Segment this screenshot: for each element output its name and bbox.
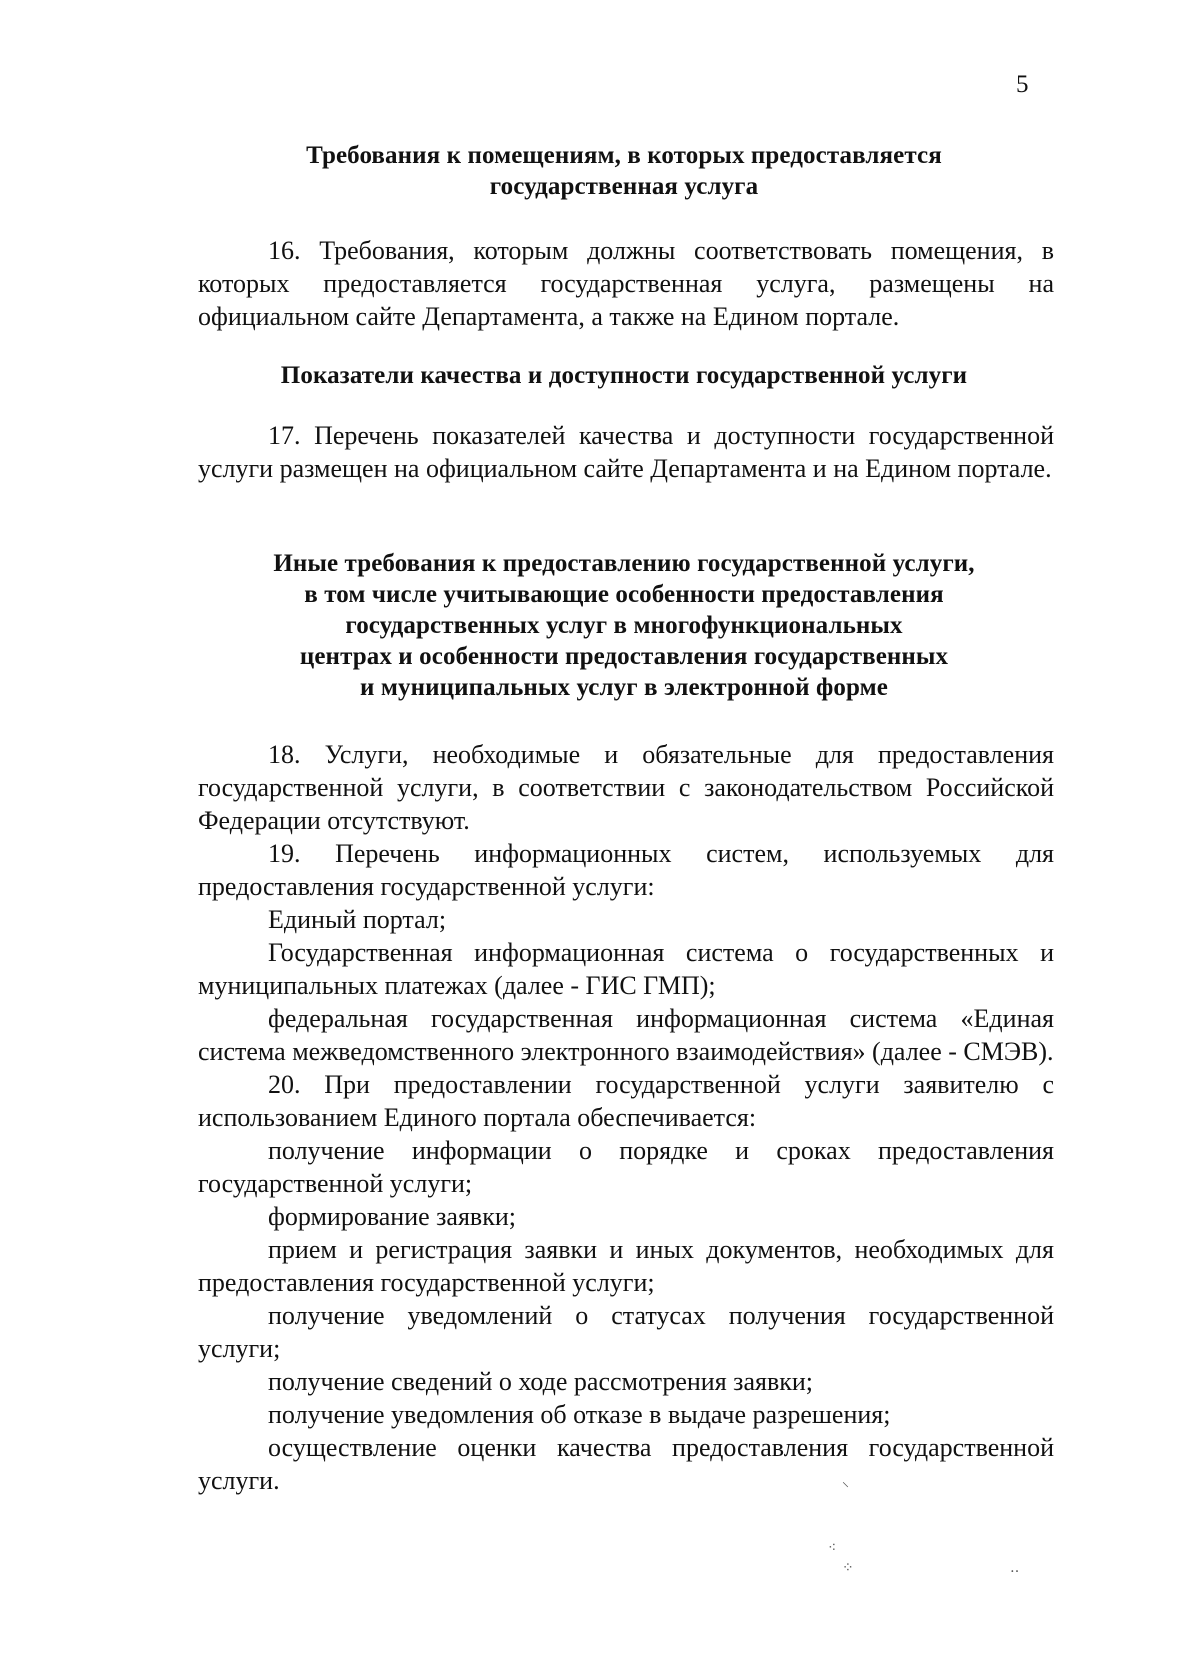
list-item-form-request: формирование заявки; xyxy=(268,1202,516,1231)
list-item-status-notifications: получение уведомлений о статусах получения государственной услуги; xyxy=(198,1301,1054,1363)
list-item-gis-gmp: Государственная информационная система о государственных и муниципальных платежах (далее - ГИС ГМП); xyxy=(198,938,1054,1000)
list-item-single-portal: Единый портал; xyxy=(268,905,447,934)
list-item-quality-assessment: осуществление оценки качества предоставления государственной услуги. xyxy=(198,1433,1054,1495)
section-body-quality xyxy=(198,419,1054,485)
list-item-info: получение информации о порядке и сроках предоставления государственной услуги; xyxy=(198,1136,1054,1198)
list-item-smev: федеральная государственная информационная система «Единая система межведомственного электронного взаимодействия» (далее - СМЭВ). xyxy=(198,1004,1054,1066)
section-heading-quality xyxy=(196,360,1052,391)
paragraph-17: 17. Перечень показателей качества и доступности государственной услуги размещен на официальном сайте Департамента и на Едином портале. xyxy=(198,421,1054,483)
list-item-registration: прием и регистрация заявки и иных документов, необходимых для предоставления государственной услуги; xyxy=(198,1235,1054,1297)
scan-mark: ⁖ xyxy=(828,1541,837,1556)
section-heading-other-requirements xyxy=(196,548,1052,703)
list-item-refusal-notice: получение уведомления об отказе в выдаче разрешения; xyxy=(268,1400,891,1429)
page-number: 5 xyxy=(1016,71,1029,98)
scan-mark: ⁘ xyxy=(842,1561,854,1576)
section-heading-premises xyxy=(196,140,1052,202)
heading-line: Требования к помещениям, в которых предоставляется xyxy=(306,142,942,169)
paragraph-19: 19. Перечень информационных систем, используемых для предоставления государственной услуги: xyxy=(198,839,1054,901)
paragraph-18: 18. Услуги, необходимые и обязательные для предоставления государственной услуги, в соответствии с законодательством Российской Федерации отсутствуют. xyxy=(198,740,1054,835)
heading-line: государственная услуга xyxy=(489,173,759,200)
scan-mark: ⸌ xyxy=(842,1481,849,1496)
scan-mark: ‥ xyxy=(1010,1561,1020,1576)
paragraph-16: 16. Требования, которым должны соответствовать помещения, в которых предоставляется государственная услуга, размещены на официальном сайте Департамента, а также на Едином портале. xyxy=(198,236,1054,331)
heading-line: и муниципальных услуг в электронной форме xyxy=(360,674,888,701)
heading-line: в том числе учитывающие особенности предоставления xyxy=(304,581,944,608)
heading-line: центрах и особенности предоставления государственных xyxy=(299,643,949,670)
paragraph-20: 20. При предоставлении государственной услуги заявителю с использованием Единого портала обеспечивается: xyxy=(198,1070,1054,1132)
list-item-progress: получение сведений о ходе рассмотрения заявки; xyxy=(268,1367,813,1396)
section-body-premises xyxy=(198,234,1054,333)
heading-line: Показатели качества и доступности государственной услуги xyxy=(280,362,968,389)
heading-line: Иные требования к предоставлению государственной услуги, xyxy=(273,550,975,577)
heading-line: государственных услуг в многофункциональных xyxy=(345,612,903,639)
section-body-other-requirements xyxy=(198,738,1054,1497)
